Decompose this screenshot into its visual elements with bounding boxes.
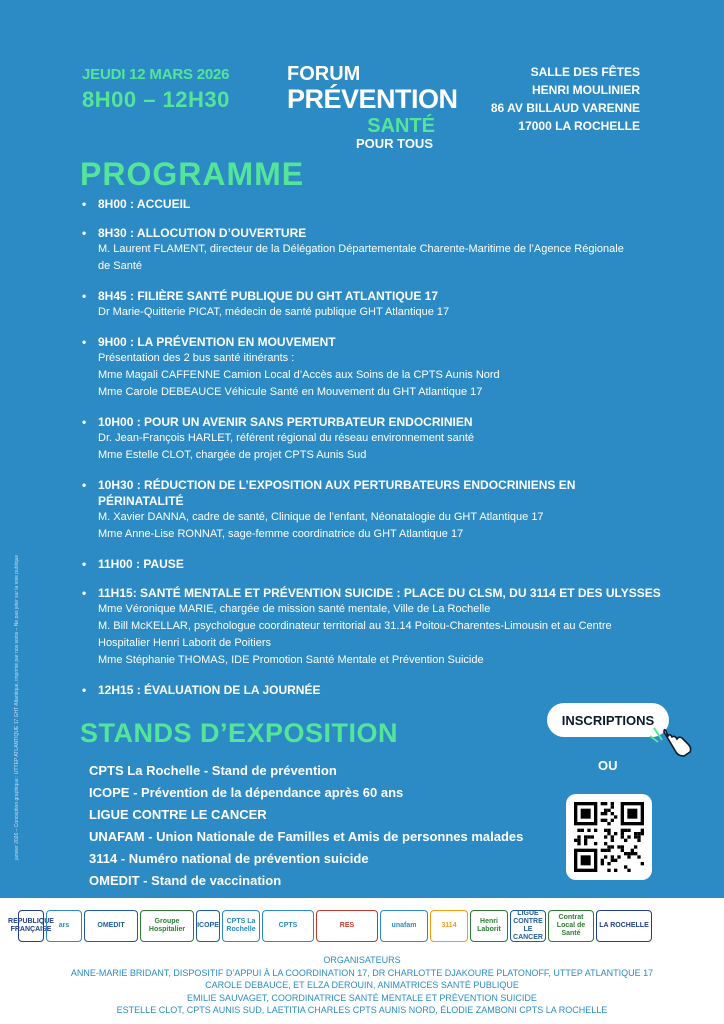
qr-code-icon	[574, 802, 644, 872]
partner-logo: Contrat Local de Santé	[548, 910, 594, 942]
programme-item-title: • 9H00 : LA PRÉVENTION EN MOUVEMENT	[82, 334, 662, 350]
side-credit	[8, 400, 22, 860]
programme-item	[82, 196, 662, 212]
programme-item-title: • 8H00 : ACCUEIL	[82, 196, 662, 212]
address-line: SALLE DES FÊTES	[530, 65, 640, 79]
stands-heading: STANDS D’EXPOSITION	[80, 718, 399, 748]
partner-logos	[0, 898, 724, 954]
programme-item	[82, 682, 662, 698]
partner-logo: RES	[316, 910, 378, 942]
programme-item-detail: Présentation des 2 bus santé itinérants :	[98, 352, 295, 364]
event-time: 8H00 – 12H30	[82, 87, 230, 112]
partner-logo: unafam	[380, 910, 428, 942]
forum-title	[287, 64, 458, 150]
programme-item-detail: Dr. Jean-François HARLET, référent régional du réseau environnement santé	[98, 432, 475, 444]
programme-item	[82, 334, 662, 401]
organisateurs-line: EMILIE SAUVAGET, COORDINATRICE SANTÉ MENTALE ET PRÉVENTION SUICIDE	[187, 992, 537, 1003]
stand-item: ICOPE - Prévention de la dépendance après 60 ans	[89, 785, 404, 800]
partner-logo: LA ROCHELLE	[596, 910, 652, 942]
programme-item-detail: M. Bill McKELLAR, psychologue coordinateur territorial au 31.14 Poitou-Charentes-Limousin et au Centre	[98, 620, 612, 632]
organisateurs-line: ANNE-MARIE BRIDANT, DISPOSITIF D’APPUI À LA COORDINATION 17, DR CHARLOTTE DJAKOURE PLATONOFF, UTTEP ATLANTIQUE 17	[70, 967, 654, 978]
pointing-hand-icon	[646, 722, 694, 762]
programme-item	[82, 414, 662, 464]
programme-item-title: • 8H30 : ALLOCUTION D’OUVERTURE	[82, 225, 662, 241]
partner-logo: OMEDIT	[84, 910, 138, 942]
stand-item: UNAFAM - Union Nationale de Familles et Amis de personnes malades	[89, 829, 524, 844]
programme-item-title: • 10H00 : POUR UN AVENIR SANS PERTURBATEUR ENDOCRINIEN	[82, 414, 662, 430]
inscriptions-button[interactable]: INSCRIPTIONS	[547, 703, 669, 737]
event-date-block	[82, 66, 230, 113]
title-prevention: PRÉVENTION	[287, 84, 458, 114]
programme-item	[82, 477, 662, 543]
programme-heading: PROGRAMME	[80, 156, 305, 192]
programme-item-detail: Mme Magali CAFFENNE Camion Local d’Accès aux Soins de la CPTS Aunis Nord	[98, 369, 500, 381]
organisateurs-heading: ORGANISATEURS	[323, 955, 401, 965]
programme-item-detail: Hospitalier Henri Laborit de Poitiers	[98, 637, 272, 649]
address-line: 86 AV BILLAUD VARENNE	[490, 101, 640, 115]
partner-logo: CPTS La Rochelle	[222, 910, 260, 942]
partner-logo: Groupe Hospitalier	[140, 910, 194, 942]
programme-item	[82, 556, 662, 572]
partner-logo: Henri Laborit	[470, 910, 508, 942]
organisateurs	[0, 954, 724, 1017]
programme-item-detail: Mme Estelle CLOT, chargée de projet CPTS Aunis Sud	[98, 449, 367, 461]
programme-item-detail: Dr Marie-Quitterie PICAT, médecin de santé publique GHT Atlantique 17	[98, 306, 450, 318]
programme-item-title: • 10H30 : RÉDUCTION DE L’EXPOSITION AUX PERTURBATEURS ENDOCRINIENS EN PÉRINATALITÉ	[82, 477, 662, 509]
side-credit-text: janvier 2026 – Conception graphique : UTTEP ATLANTIQUE 17 GHT Atlantique, imprimé par nos soins – Ne pas jeter sur la voie publique	[14, 554, 20, 860]
programme-item-detail: M. Laurent FLAMENT, directeur de la Délégation Départementale Charente-Maritime de l’Agence Régionale	[98, 243, 624, 255]
title-sante: SANTÉ	[367, 115, 435, 137]
programme-item	[82, 225, 662, 275]
programme-item-title: • 11H00 : PAUSE	[82, 556, 662, 572]
title-forum: FORUM	[287, 63, 361, 85]
address-line: 17000 LA ROCHELLE	[518, 119, 640, 133]
partner-logo: CPTS	[262, 910, 314, 942]
partner-logo: ICOPE	[196, 910, 220, 942]
programme-item-detail: Mme Anne-Lise RONNAT, sage-femme coordinatrice du GHT Atlantique 17	[98, 528, 464, 540]
partner-logo: REPUBLIQUE FRANÇAISE	[18, 910, 44, 942]
stand-item: LIGUE CONTRE LE CANCER	[89, 807, 267, 822]
programme-item-detail: M. Xavier DANNA, cadre de santé, Clinique de l’enfant, Néonatalogie du GHT Atlantique 17	[98, 511, 544, 523]
programme-item-title: • 8H45 : FILIÈRE SANTÉ PUBLIQUE DU GHT ATLANTIQUE 17	[82, 288, 662, 304]
programme-item-title: • 11H15: SANTÉ MENTALE ET PRÉVENTION SUICIDE : PLACE DU CLSM, DU 3114 ET DES ULYSSES	[82, 585, 662, 601]
or-label: OU	[598, 758, 618, 773]
programme-item	[82, 585, 662, 669]
organisateurs-line: ESTELLE CLOT, CPTS AUNIS SUD, LAETITIA CHARLES CPTS AUNIS NORD, ÉLODIE ZAMBONI CPTS LA ROCHELLE	[116, 1005, 608, 1015]
partner-logo: 3114	[430, 910, 468, 942]
stand-item: OMEDIT - Stand de vaccination	[89, 873, 282, 888]
programme-item-detail: Mme Stéphanie THOMAS, IDE Promotion Santé Mentale et Prévention Suicide	[98, 654, 484, 666]
programme-item-detail: de Santé	[98, 260, 143, 272]
stands-list	[89, 760, 523, 892]
venue-address	[491, 63, 640, 135]
address-line: HENRI MOULINIER	[532, 83, 640, 97]
title-pour-tous: POUR TOUS	[355, 136, 433, 151]
programme-list	[82, 196, 662, 711]
event-date: JEUDI 12 MARS 2026	[82, 66, 230, 83]
programme-item	[82, 288, 662, 321]
programme-item-title: • 12H15 : ÉVALUATION DE LA JOURNÉE	[82, 682, 662, 698]
partner-logo: ars	[46, 910, 82, 942]
stand-item: 3114 - Numéro national de prévention suicide	[89, 851, 369, 866]
partner-logo: LIGUE CONTRE LE CANCER	[510, 910, 546, 942]
programme-item-detail: Mme Carole DEBEAUCE Véhicule Santé en Mouvement du GHT Atlantique 17	[98, 386, 483, 398]
organisateurs-line: CAROLE DEBAUCE, ET ELZA DEROUIN, ANIMATRICES SANTÉ PUBLIQUE	[205, 980, 519, 990]
qr-code[interactable]	[566, 794, 652, 880]
programme-item-detail: Mme Véronique MARIE, chargée de mission santé mentale, Ville de La Rochelle	[98, 603, 491, 615]
stand-item: CPTS La Rochelle - Stand de prévention	[89, 763, 337, 778]
